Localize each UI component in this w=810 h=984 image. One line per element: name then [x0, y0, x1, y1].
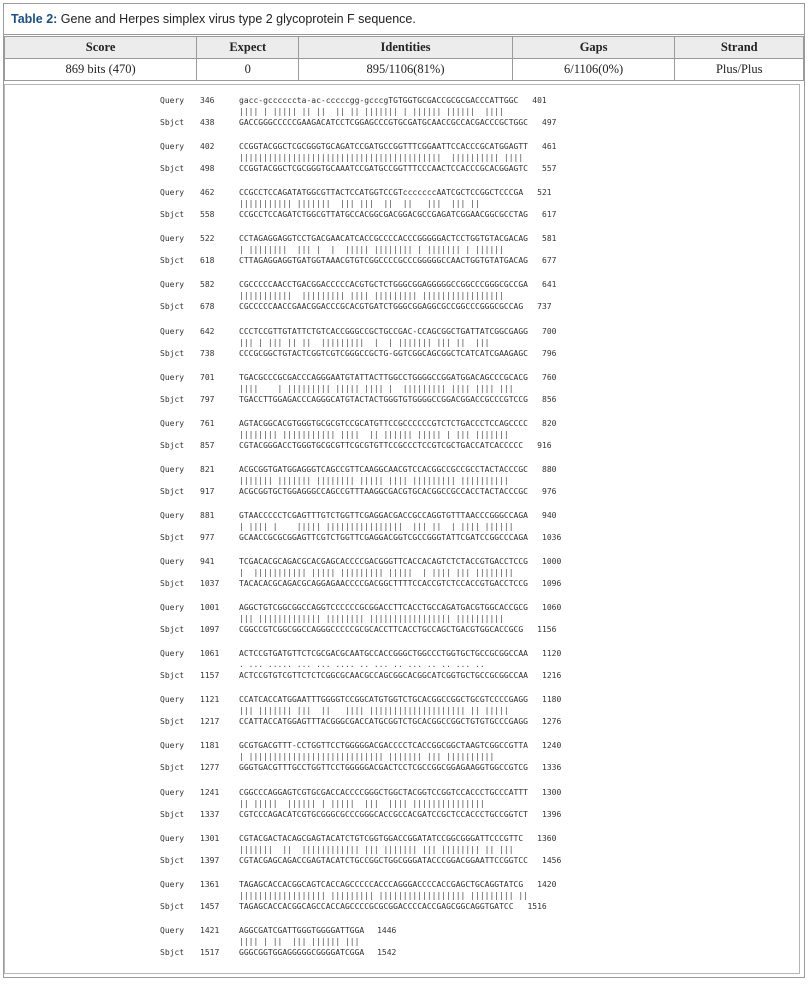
query-sequence: CCTAGAGGAGGTCCTGACGAACATCACCGCCCCACCCGGGGGACTCCTGGTGTACGACAG [239, 234, 528, 244]
query-label: Query [160, 695, 185, 705]
query-label: Query [160, 280, 185, 290]
match-line: |||| | ||||| || || || || ||||||| | |||||| |||||| |||| [239, 107, 504, 116]
query-start: 1361 [200, 879, 220, 889]
subject-end: 1542 [377, 947, 397, 957]
match-line: ||||||| ||||||| |||||||| ||||| |||| ||||||||| |||||||||| [239, 475, 509, 485]
query-end: 521 [537, 188, 552, 198]
subject-start: 1277 [200, 763, 220, 773]
subject-end: 617 [542, 210, 557, 220]
subject-sequence: CGTACGAGCAGACCGAGTACATCTGCCGGCTGGCGGGATACCCGGACGGAATTCCGGTCC [239, 855, 528, 865]
query-label: Query [160, 879, 185, 889]
subject-start: 1517 [200, 947, 220, 957]
query-label: Query [160, 787, 185, 797]
match-line: ||||||||||| ||||||||| |||| ||||||||| ||||||||||||||||| [239, 291, 504, 301]
query-end: 700 [542, 326, 557, 336]
subject-end: 1276 [542, 717, 562, 727]
alignment-area [4, 80, 804, 978]
query-end: 880 [542, 464, 557, 474]
subject-start: 917 [200, 486, 215, 496]
subject-label: Sbjct [160, 440, 185, 450]
match-line: || ||||| |||||| | ||||| ||| |||| ||||||||||||||| [239, 798, 485, 808]
query-sequence: AGTACGGCACGTGGGTGCGCGTCCGCATGTTCCGCCCCCCGTCTCTGACCCTCCAGCCCC [239, 418, 528, 428]
query-sequence: GCGTGACGTTT-CCTGGTTCCTGGGGGACGACCCCTCACCGGCGGCTAAGTCGGCCGTTA [239, 741, 528, 751]
query-end: 1060 [542, 603, 562, 613]
subject-sequence: TGACCTTGGAGACCCAGGGCATGTACTACTGGGTGTGGGGCCGGACGGACCGCCCGTCCG [239, 394, 528, 404]
subject-label: Sbjct [160, 855, 185, 865]
query-label: Query [160, 372, 185, 382]
query-label: Query [160, 603, 185, 613]
query-sequence: gacc-gccccccta-ac-cccccgg-gcccgTGTGGTGCGACCGCGCGACCCATTGGC [239, 96, 519, 105]
summary-value-row [5, 59, 804, 81]
query-sequence: TGACGCCCGCGACCCAGGGAATGTATTACTTGGCCTGGGGCCGGATGGACAGCCCGCACG [239, 372, 528, 382]
match-line: ||||||| || |||||||||||| ||| ||||||| ||| |||||||| || ||| [239, 844, 514, 854]
subject-sequence: CCGGTACGGCTCGCGGGTGCAAATCCGATGCCGGTTTCCCAACTCCACCCGCACGGAGTC [239, 164, 528, 174]
query-start: 462 [200, 188, 215, 198]
subject-sequence: ACTCCGTGTCGTTCTCTCGGCGCAACGCCAGCGGCACGGCATCGGTGCTGCCGCGGCCAA [239, 671, 528, 681]
subject-end: 1456 [542, 855, 562, 865]
query-end: 1420 [537, 879, 557, 889]
query-label: Query [160, 510, 185, 520]
subject-label: Sbjct [160, 256, 185, 266]
subject-end: 1216 [542, 671, 562, 681]
query-end: 820 [542, 418, 557, 428]
header-expect: Expect [197, 37, 299, 59]
query-end: 1300 [542, 787, 562, 797]
match-line: ||| | ||| || || ||||||||| | | ||||||| ||| || ||| [239, 337, 490, 347]
query-end: 760 [542, 372, 557, 382]
subject-end: 677 [542, 256, 557, 266]
match-line: |||||||||||||||||||||||||||||||||||||||||| |||||||||| |||| [239, 153, 524, 163]
subject-sequence: CCGCCTCCAGATCTGGCGTTATGCCACGGCGACGGACGCCGAGATCGGAACGGCGCCTAG [239, 210, 528, 220]
match-line: . ... ..... ... ... .... .. ... .. ... .. .. ... .. [239, 660, 485, 670]
subject-start: 1397 [200, 855, 220, 865]
subject-start: 1037 [200, 579, 220, 588]
subject-end: 497 [542, 118, 557, 127]
query-label: Query [160, 649, 185, 659]
subject-start: 1097 [200, 625, 220, 635]
subject-label: Sbjct [160, 210, 185, 220]
match-line: ||| ||||||||||||| |||||||| ||||||||||||||||| |||||||||| [239, 614, 504, 624]
match-line: | ||||||||||| ||||| ||||||||| ||||| | |||| ||| |||||||| [239, 568, 514, 577]
subject-end: 1336 [542, 763, 562, 773]
subject-start: 738 [200, 348, 215, 358]
query-label: Query [160, 833, 185, 843]
match-line: |||| | ||||||||| ||||| |||| | ||||||||| |||| |||| ||| [239, 383, 514, 393]
query-sequence: CGGCCCAGGAGTCGTGCGACCACCCCGGGCTGGCTACGGTCCGGTCCACCCTGCCCATTT [239, 787, 528, 797]
subject-label: Sbjct [160, 118, 185, 127]
query-label: Query [160, 188, 185, 198]
query-start: 881 [200, 510, 215, 520]
value-strand: Plus/Plus [675, 59, 804, 81]
query-sequence: AGGCTGTCGGCGGCCAGGTCCCCCCGCGGACCTTCACCTGCCAGATGACGTGGCACCGCG [239, 603, 528, 613]
query-sequence: AGGCGATCGATTGGGTGGGGATTGGA [239, 925, 365, 935]
subject-start: 618 [200, 256, 215, 266]
query-label: Query [160, 741, 185, 751]
query-end: 1000 [542, 557, 562, 566]
query-start: 346 [200, 96, 215, 105]
table-frame [3, 3, 805, 978]
subject-end: 856 [542, 394, 557, 404]
query-sequence: TCGACACGCAGACGCACGAGCACCCCGACGGGTTCACCACAGTCTCTACCGTGACCTCCG [239, 557, 528, 566]
query-start: 642 [200, 326, 215, 336]
header-gaps: Gaps [512, 37, 675, 59]
subject-end: 1096 [542, 579, 562, 588]
query-sequence: ACTCCGTGATGTTCTCGCGACGCAATGCCACCGGGCTGGCCCTGGTGCTGCCGCGGCCAA [239, 649, 528, 659]
subject-label: Sbjct [160, 302, 185, 312]
match-line: ||||||||||| ||||||| ||| ||| || || ||| ||| || [239, 199, 480, 209]
subject-end: 976 [542, 486, 557, 496]
subject-start: 678 [200, 302, 215, 312]
subject-start: 498 [200, 164, 215, 174]
query-end: 1120 [542, 649, 562, 659]
alignment-image [4, 84, 800, 974]
query-label: Query [160, 234, 185, 244]
match-line: | |||||||| ||| | | ||||| |||||||| | ||||||| | |||||| [239, 245, 504, 255]
query-end: 461 [542, 142, 557, 152]
query-end: 940 [542, 510, 557, 520]
subject-sequence: CCATTACCATGGAGTTTACGGGCGACCATGCGGTCTGCACGGCCGGCTGTGTGCCCGAGG [239, 717, 528, 727]
query-label: Query [160, 96, 185, 105]
query-start: 1181 [200, 741, 220, 751]
query-sequence: CGCCCCCAACCTGACGGACCCCCACGTGCTCTGGGCGGAGGGGGCCGGCCCGGGCGCCGA [239, 280, 528, 290]
query-start: 1421 [200, 925, 220, 935]
query-label: Query [160, 925, 185, 935]
match-line: | |||||||||||||||||||||||||||| ||||||| ||| |||||||||| [239, 752, 495, 762]
value-identities: 895/1106(81%) [299, 59, 512, 81]
subject-sequence: CGCCCCCAACCGAACGGACCCGCACGTGATCTGGGCGGAGGCGCCGGCCCGGGCGCCAG [239, 302, 524, 312]
subject-start: 1457 [200, 901, 220, 911]
query-sequence: ACGCGGTGATGGAGGGTCAGCCGTTCAAGGCAACGTCCACGGCCGCCGCCTACTACCCGC [239, 464, 528, 474]
query-start: 582 [200, 280, 215, 290]
query-start: 1301 [200, 833, 220, 843]
query-label: Query [160, 418, 185, 428]
subject-label: Sbjct [160, 164, 185, 174]
match-line: | |||| | ||||| |||||||||||||||| ||| || | |||| |||||| [239, 521, 514, 531]
subject-sequence: CGGCCGTCGGCGGCCAGGGCCCCCGCGCACCTTCACCTGCCAGCTGACGTGGCACCGCG [239, 625, 524, 635]
subject-label: Sbjct [160, 671, 185, 681]
header-score: Score [5, 37, 197, 59]
subject-sequence: GCAACCGCGCGGAGTTCGTCTGGTTCGAGGACGGTCGCCGGGTATTCGATCCGGCCCAGA [239, 532, 528, 542]
subject-end: 1156 [537, 625, 557, 635]
summary-header-row [5, 37, 804, 59]
caption-label: Table 2: [11, 12, 58, 26]
subject-start: 797 [200, 394, 215, 404]
subject-end: 916 [537, 440, 552, 450]
query-sequence: TAGAGCACCACGGCAGTCACCAGCCCCCACCCAGGGACCCCACCGAGCTGCAGGTATCG [239, 879, 524, 889]
subject-label: Sbjct [160, 809, 185, 819]
subject-start: 1337 [200, 809, 220, 819]
query-label: Query [160, 464, 185, 474]
subject-sequence: CTTAGAGGAGGTGATGGTAAACGTGTCGGCCCCGCCCGGGGGCCAACTGGTGTATGACAG [239, 256, 528, 266]
subject-label: Sbjct [160, 394, 185, 404]
query-start: 701 [200, 372, 215, 382]
subject-sequence: TACACACGCAGACGCAGGAGAACCCCGACGGCTTTTCCACCGTCTCCACCGTGACCTCCG [239, 579, 528, 588]
subject-label: Sbjct [160, 532, 185, 542]
subject-label: Sbjct [160, 901, 185, 911]
subject-label: Sbjct [160, 486, 185, 496]
query-start: 761 [200, 418, 215, 428]
subject-label: Sbjct [160, 763, 185, 773]
value-score: 869 bits (470) [5, 59, 197, 81]
match-line: |||||||| ||||||||||| |||| || |||||| ||||| | ||| ||||||| [239, 429, 509, 439]
subject-start: 438 [200, 118, 215, 127]
query-end: 1446 [377, 925, 397, 935]
match-line: |||||||||||||||||| ||||||||| |||||||||||||||||| ||||||||| || [239, 890, 528, 900]
subject-label: Sbjct [160, 579, 185, 588]
subject-sequence: GGGCGGTGGAGGGGGCGGGGATCGGA [239, 947, 365, 957]
subject-start: 857 [200, 440, 215, 450]
query-end: 1240 [542, 741, 562, 751]
subject-label: Sbjct [160, 947, 185, 957]
alignment-summary-table [4, 36, 804, 81]
subject-label: Sbjct [160, 717, 185, 727]
query-start: 1241 [200, 787, 220, 797]
subject-sequence: GACCGGGCCCCCGAAGACATCCTCGGAGCCCGTGCGATGCAACCGCCACGACCCGCTGGC [239, 118, 528, 127]
subject-sequence: TAGAGCACCACGGCAGCCACCAGCCCCGCGCGGACCCCACCGAGCGGCAGGTGATCC [239, 901, 514, 911]
query-end: 1180 [542, 695, 562, 705]
query-start: 821 [200, 464, 215, 474]
subject-start: 977 [200, 532, 215, 542]
subject-end: 557 [542, 164, 557, 174]
query-end: 581 [542, 234, 557, 244]
query-sequence: GTAACCCCCTCGAGTTTGTCTGGTTCGAGGACGACCGCCAGGTGTTTAACCCGGGCCAGA [239, 510, 528, 520]
subject-end: 1516 [527, 901, 547, 911]
match-line: ||| ||||||| ||| || |||| |||||||||||||||||||| || ||||| [239, 706, 509, 716]
query-label: Query [160, 142, 185, 152]
subject-end: 1036 [542, 532, 562, 542]
header-strand: Strand [675, 37, 804, 59]
query-start: 1121 [200, 695, 220, 705]
query-start: 402 [200, 142, 215, 152]
subject-label: Sbjct [160, 348, 185, 358]
query-sequence: CCATCACCATGGAATTTGGGGTCCGGCATGTGGTCTGCACGGCCGGCTGCGTCCCCGAGG [239, 695, 528, 705]
subject-label: Sbjct [160, 625, 185, 635]
query-end: 1360 [537, 833, 557, 843]
query-label: Query [160, 326, 185, 336]
query-sequence: CCCTCCGTTGTATTCTGTCACCGGGCCGCTGCCGAC-CCAGCGGCTGATTATCGGCGAGG [239, 326, 528, 336]
subject-end: 1396 [542, 809, 562, 819]
caption-text: Gene and Herpes simplex virus type 2 glycoprotein F sequence. [57, 12, 416, 26]
subject-end: 737 [537, 302, 552, 312]
subject-start: 558 [200, 210, 215, 220]
query-sequence: CCGGTACGGCTCGCGGGTGCAGATCCGATGCCGGTTTCGGAATTCCACCCGCATGGAGTT [239, 142, 528, 152]
query-sequence: CCGCCTCCAGATATGGCGTTACTCCATGGTCCGTcccccccAATCGCTCCGGCTCCCGA [239, 188, 524, 198]
table-caption [4, 4, 804, 35]
match-line: |||| | || ||| |||||| ||| [239, 936, 360, 946]
header-identities: Identities [299, 37, 512, 59]
subject-sequence: CGTCCCAGACATCGTGCGGGCGCCCGGGCACCGCCACGATCCGCTCCACCCTGCCGGTCT [239, 809, 528, 819]
query-start: 1001 [200, 603, 220, 613]
subject-sequence: ACGCGGTGCTGGAGGGCCAGCCGTTTAAGGCGACGTGCACGGCCGCCACCTACTACCCGC [239, 486, 528, 496]
subject-sequence: CGTACGGGACCTGGGTGCGCGTTCGCGTGTTCCGCCCTCCGTCGCTGACCATCACCCCC [239, 440, 524, 450]
subject-sequence: CCCGCGGCTGTACTCGGTCGTCGGGCCGCTG-GGTCGGCAGCGGCTCATCATCGAAGAGC [239, 348, 528, 358]
subject-start: 1157 [200, 671, 220, 681]
query-end: 401 [532, 96, 547, 105]
subject-sequence: GGGTGACGTTTGCCTGGTTCCTGGGGGACGACTCCTCGCCGGCGGAGAAGGTGGCCGTCG [239, 763, 528, 773]
value-gaps: 6/1106(0%) [512, 59, 675, 81]
query-start: 941 [200, 557, 215, 566]
query-sequence: CGTACGACTACAGCGAGTACATCTGTCGGTGGACCGGATATCCGGCGGGATTCCCGTTC [239, 833, 524, 843]
query-start: 522 [200, 234, 215, 244]
query-start: 1061 [200, 649, 220, 659]
subject-start: 1217 [200, 717, 220, 727]
value-expect: 0 [197, 59, 299, 81]
query-label: Query [160, 557, 185, 566]
subject-end: 796 [542, 348, 557, 358]
query-end: 641 [542, 280, 557, 290]
sequence-alignment [5, 85, 799, 973]
